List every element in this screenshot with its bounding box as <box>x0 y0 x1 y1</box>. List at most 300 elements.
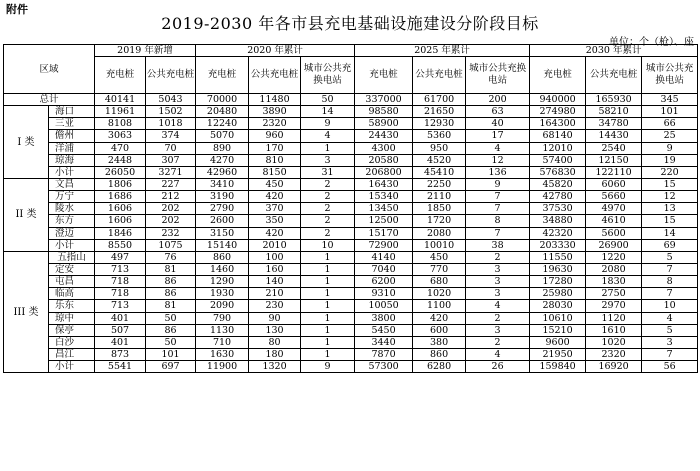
value-cell: 98580 <box>355 106 413 118</box>
value-cell: 7 <box>642 288 698 300</box>
region-name: 澄迈 <box>49 227 95 239</box>
region-name: 白沙 <box>49 336 95 348</box>
value-cell: 38 <box>466 239 530 251</box>
table-row <box>4 300 698 312</box>
value-cell: 45410 <box>413 166 466 178</box>
region-name: 琼海 <box>49 154 95 166</box>
table-row <box>4 361 698 373</box>
header-group-2030: 2030 年累计 <box>530 45 698 57</box>
column-header: 充电桩 <box>530 57 586 94</box>
value-cell: 1846 <box>95 227 146 239</box>
table-row <box>4 130 698 142</box>
value-cell: 42780 <box>530 191 586 203</box>
value-cell: 940000 <box>530 94 586 106</box>
value-cell: 7870 <box>355 348 413 360</box>
value-cell: 576830 <box>530 166 586 178</box>
value-cell: 101 <box>146 348 196 360</box>
value-cell: 1686 <box>95 191 146 203</box>
value-cell: 12500 <box>355 215 413 227</box>
value-cell: 1130 <box>196 324 249 336</box>
table-row <box>4 276 698 288</box>
value-cell: 90 <box>249 312 301 324</box>
table-row <box>4 251 698 263</box>
region-name: 三亚 <box>49 118 95 130</box>
value-cell: 450 <box>249 178 301 190</box>
value-cell: 3190 <box>196 191 249 203</box>
value-cell: 11900 <box>196 361 249 373</box>
value-cell: 1 <box>301 300 355 312</box>
value-cell: 3063 <box>95 130 146 142</box>
value-cell: 140 <box>249 276 301 288</box>
value-cell: 11480 <box>249 94 301 106</box>
value-cell: 86 <box>146 288 196 300</box>
value-cell: 2320 <box>249 118 301 130</box>
value-cell: 26 <box>466 361 530 373</box>
value-cell: 31 <box>301 166 355 178</box>
value-cell: 12930 <box>413 118 466 130</box>
value-cell: 1606 <box>95 203 146 215</box>
value-cell: 202 <box>146 203 196 215</box>
value-cell: 1 <box>301 288 355 300</box>
region-name: 临高 <box>49 288 95 300</box>
value-cell: 2750 <box>586 288 642 300</box>
value-cell: 1 <box>301 324 355 336</box>
value-cell: 57400 <box>530 154 586 166</box>
value-cell: 3 <box>642 336 698 348</box>
value-cell: 1 <box>301 312 355 324</box>
value-cell: 401 <box>95 312 146 324</box>
value-cell: 8108 <box>95 118 146 130</box>
value-cell: 15340 <box>355 191 413 203</box>
value-cell: 1 <box>301 251 355 263</box>
region-name: 定安 <box>49 263 95 275</box>
value-cell: 1930 <box>196 288 249 300</box>
value-cell: 4520 <box>413 154 466 166</box>
value-cell: 7040 <box>355 263 413 275</box>
unit-label: 单位：个（枪）、座 <box>609 37 694 48</box>
table-row <box>4 118 698 130</box>
value-cell: 4 <box>642 312 698 324</box>
region-name: 文昌 <box>49 178 95 190</box>
value-cell: 307 <box>146 154 196 166</box>
value-cell: 710 <box>196 336 249 348</box>
value-cell: 8 <box>642 276 698 288</box>
value-cell: 3 <box>466 288 530 300</box>
value-cell: 1 <box>301 336 355 348</box>
value-cell: 34880 <box>530 215 586 227</box>
value-cell: 2790 <box>196 203 249 215</box>
value-cell: 26900 <box>586 239 642 251</box>
value-cell: 2090 <box>196 300 249 312</box>
value-cell: 873 <box>95 348 146 360</box>
value-cell: 212 <box>146 191 196 203</box>
value-cell: 25 <box>642 130 698 142</box>
targets-table <box>3 44 698 373</box>
value-cell: 16920 <box>586 361 642 373</box>
value-cell: 810 <box>249 154 301 166</box>
value-cell: 9 <box>301 361 355 373</box>
value-cell: 14 <box>301 106 355 118</box>
table-row <box>4 166 698 178</box>
value-cell: 50 <box>301 94 355 106</box>
value-cell: 56 <box>642 361 698 373</box>
value-cell: 1630 <box>196 348 249 360</box>
value-cell: 4 <box>301 130 355 142</box>
value-cell: 2 <box>301 203 355 215</box>
value-cell: 232 <box>146 227 196 239</box>
value-cell: 16430 <box>355 178 413 190</box>
value-cell: 9 <box>642 142 698 154</box>
value-cell: 2 <box>301 191 355 203</box>
table-row <box>4 239 698 251</box>
value-cell: 130 <box>249 324 301 336</box>
value-cell: 86 <box>146 276 196 288</box>
value-cell: 274980 <box>530 106 586 118</box>
value-cell: 7 <box>466 203 530 215</box>
region-name: 乐东 <box>49 300 95 312</box>
value-cell: 10610 <box>530 312 586 324</box>
value-cell: 21950 <box>530 348 586 360</box>
value-cell: 5450 <box>355 324 413 336</box>
value-cell: 2010 <box>249 239 301 251</box>
value-cell: 11550 <box>530 251 586 263</box>
value-cell: 7 <box>642 348 698 360</box>
value-cell: 3800 <box>355 312 413 324</box>
value-cell: 1610 <box>586 324 642 336</box>
value-cell: 420 <box>249 227 301 239</box>
value-cell: 1 <box>301 276 355 288</box>
value-cell: 136 <box>466 166 530 178</box>
value-cell: 2970 <box>586 300 642 312</box>
value-cell: 680 <box>413 276 466 288</box>
value-cell: 19630 <box>530 263 586 275</box>
value-cell: 1320 <box>249 361 301 373</box>
value-cell: 5043 <box>146 94 196 106</box>
table-row <box>4 178 698 190</box>
table-row <box>4 336 698 348</box>
value-cell: 122110 <box>586 166 642 178</box>
value-cell: 2080 <box>586 263 642 275</box>
value-cell: 25980 <box>530 288 586 300</box>
value-cell: 9 <box>301 118 355 130</box>
region-name: 海口 <box>49 106 95 118</box>
column-header: 城市公共充换电站 <box>301 57 355 94</box>
value-cell: 380 <box>413 336 466 348</box>
value-cell: 718 <box>95 288 146 300</box>
value-cell: 206800 <box>355 166 413 178</box>
table-row <box>4 215 698 227</box>
value-cell: 61700 <box>413 94 466 106</box>
value-cell: 718 <box>95 276 146 288</box>
value-cell: 81 <box>146 263 196 275</box>
region-name: 洋浦 <box>49 142 95 154</box>
value-cell: 220 <box>642 166 698 178</box>
value-cell: 345 <box>642 94 698 106</box>
value-cell: 890 <box>196 142 249 154</box>
region-name: 东方 <box>49 215 95 227</box>
column-header: 城市公共充换电站 <box>642 57 698 94</box>
value-cell: 9600 <box>530 336 586 348</box>
page-title: 2019-2030 年各市县充电基础设施建设分阶段目标 <box>161 14 539 33</box>
value-cell: 14 <box>642 227 698 239</box>
value-cell: 15140 <box>196 239 249 251</box>
value-cell: 15170 <box>355 227 413 239</box>
value-cell: 68140 <box>530 130 586 142</box>
value-cell: 401 <box>95 336 146 348</box>
category-label: I 类 <box>4 106 49 179</box>
value-cell: 2110 <box>413 191 466 203</box>
value-cell: 2250 <box>413 178 466 190</box>
value-cell: 12150 <box>586 154 642 166</box>
value-cell: 81 <box>146 300 196 312</box>
value-cell: 2080 <box>413 227 466 239</box>
value-cell: 42320 <box>530 227 586 239</box>
value-cell: 40141 <box>95 94 146 106</box>
column-header: 公共充电桩 <box>413 57 466 94</box>
value-cell: 370 <box>249 203 301 215</box>
header-group-2020: 2020 年累计 <box>196 45 355 57</box>
value-cell: 960 <box>249 130 301 142</box>
table-row <box>4 203 698 215</box>
value-cell: 5070 <box>196 130 249 142</box>
value-cell: 13450 <box>355 203 413 215</box>
header-group-2025: 2025 年累计 <box>355 45 530 57</box>
value-cell: 2540 <box>586 142 642 154</box>
value-cell: 450 <box>413 251 466 263</box>
value-cell: 7 <box>466 227 530 239</box>
value-cell: 24430 <box>355 130 413 142</box>
value-cell: 600 <box>413 324 466 336</box>
value-cell: 337000 <box>355 94 413 106</box>
value-cell: 3 <box>466 276 530 288</box>
value-cell: 374 <box>146 130 196 142</box>
value-cell: 2 <box>301 227 355 239</box>
value-cell: 10010 <box>413 239 466 251</box>
column-header-row <box>4 57 698 94</box>
value-cell: 3410 <box>196 178 249 190</box>
value-cell: 69 <box>642 239 698 251</box>
column-header: 公共充电桩 <box>146 57 196 94</box>
value-cell: 6280 <box>413 361 466 373</box>
region-name: 儋州 <box>49 130 95 142</box>
value-cell: 770 <box>413 263 466 275</box>
value-cell: 2448 <box>95 154 146 166</box>
value-cell: 2 <box>301 215 355 227</box>
value-cell: 10 <box>301 239 355 251</box>
region-name: 五指山 <box>49 251 95 263</box>
value-cell: 12 <box>642 191 698 203</box>
value-cell: 1100 <box>413 300 466 312</box>
value-cell: 1020 <box>586 336 642 348</box>
value-cell: 58900 <box>355 118 413 130</box>
value-cell: 21650 <box>413 106 466 118</box>
value-cell: 5541 <box>95 361 146 373</box>
value-cell: 57300 <box>355 361 413 373</box>
value-cell: 15 <box>642 178 698 190</box>
table-row <box>4 288 698 300</box>
value-cell: 210 <box>249 288 301 300</box>
value-cell: 697 <box>146 361 196 373</box>
value-cell: 1290 <box>196 276 249 288</box>
value-cell: 170 <box>249 142 301 154</box>
value-cell: 1120 <box>586 312 642 324</box>
value-cell: 19 <box>642 154 698 166</box>
value-cell: 2 <box>301 178 355 190</box>
region-name: 陵水 <box>49 203 95 215</box>
value-cell: 63 <box>466 106 530 118</box>
value-cell: 4300 <box>355 142 413 154</box>
value-cell: 76 <box>146 251 196 263</box>
table-row-total <box>4 94 698 106</box>
value-cell: 4 <box>466 348 530 360</box>
value-cell: 17280 <box>530 276 586 288</box>
column-header: 充电桩 <box>355 57 413 94</box>
value-cell: 2 <box>466 251 530 263</box>
column-header: 城市公共充换电站 <box>466 57 530 94</box>
table-row <box>4 263 698 275</box>
table-row <box>4 142 698 154</box>
value-cell: 713 <box>95 300 146 312</box>
value-cell: 3 <box>466 324 530 336</box>
value-cell: 860 <box>413 348 466 360</box>
value-cell: 5360 <box>413 130 466 142</box>
value-cell: 4140 <box>355 251 413 263</box>
category-label: III 类 <box>4 251 49 372</box>
category-label: II 类 <box>4 178 49 251</box>
table-row <box>4 348 698 360</box>
value-cell: 58210 <box>586 106 642 118</box>
value-cell: 180 <box>249 348 301 360</box>
table-row <box>4 312 698 324</box>
region-name: 琼中 <box>49 312 95 324</box>
region-name: 保亭 <box>49 324 95 336</box>
value-cell: 42960 <box>196 166 249 178</box>
value-cell: 1020 <box>413 288 466 300</box>
value-cell: 3890 <box>249 106 301 118</box>
region-name: 小计 <box>49 239 95 251</box>
value-cell: 350 <box>249 215 301 227</box>
value-cell: 203330 <box>530 239 586 251</box>
value-cell: 14430 <box>586 130 642 142</box>
value-cell: 6200 <box>355 276 413 288</box>
value-cell: 230 <box>249 300 301 312</box>
value-cell: 4610 <box>586 215 642 227</box>
value-cell: 50 <box>146 336 196 348</box>
value-cell: 50 <box>146 312 196 324</box>
value-cell: 2 <box>466 312 530 324</box>
header-group-2019: 2019 年新增 <box>95 45 196 57</box>
value-cell: 159840 <box>530 361 586 373</box>
value-cell: 420 <box>249 191 301 203</box>
value-cell: 2320 <box>586 348 642 360</box>
total-label: 总计 <box>4 94 95 106</box>
value-cell: 1606 <box>95 215 146 227</box>
table-row <box>4 106 698 118</box>
value-cell: 1 <box>301 348 355 360</box>
value-cell: 101 <box>642 106 698 118</box>
value-cell: 202 <box>146 215 196 227</box>
value-cell: 4270 <box>196 154 249 166</box>
header-region: 区域 <box>4 45 95 94</box>
value-cell: 227 <box>146 178 196 190</box>
value-cell: 2 <box>466 336 530 348</box>
table-row <box>4 324 698 336</box>
value-cell: 8 <box>466 215 530 227</box>
value-cell: 15210 <box>530 324 586 336</box>
value-cell: 12010 <box>530 142 586 154</box>
value-cell: 70000 <box>196 94 249 106</box>
value-cell: 45820 <box>530 178 586 190</box>
region-name: 万宁 <box>49 191 95 203</box>
value-cell: 20480 <box>196 106 249 118</box>
value-cell: 3 <box>301 154 355 166</box>
value-cell: 3271 <box>146 166 196 178</box>
value-cell: 1460 <box>196 263 249 275</box>
value-cell: 860 <box>196 251 249 263</box>
value-cell: 8150 <box>249 166 301 178</box>
value-cell: 507 <box>95 324 146 336</box>
value-cell: 160 <box>249 263 301 275</box>
value-cell: 12240 <box>196 118 249 130</box>
region-name: 小计 <box>49 166 95 178</box>
value-cell: 420 <box>413 312 466 324</box>
value-cell: 790 <box>196 312 249 324</box>
value-cell: 9310 <box>355 288 413 300</box>
region-name: 昌江 <box>49 348 95 360</box>
value-cell: 9 <box>466 178 530 190</box>
value-cell: 3 <box>466 263 530 275</box>
value-cell: 4 <box>466 300 530 312</box>
value-cell: 950 <box>413 142 466 154</box>
value-cell: 1830 <box>586 276 642 288</box>
value-cell: 1720 <box>413 215 466 227</box>
value-cell: 34780 <box>586 118 642 130</box>
value-cell: 1018 <box>146 118 196 130</box>
value-cell: 80 <box>249 336 301 348</box>
column-header: 充电桩 <box>196 57 249 94</box>
value-cell: 5660 <box>586 191 642 203</box>
value-cell: 7 <box>642 263 698 275</box>
value-cell: 2600 <box>196 215 249 227</box>
value-cell: 12 <box>466 154 530 166</box>
value-cell: 6060 <box>586 178 642 190</box>
table-row <box>4 154 698 166</box>
region-name: 屯昌 <box>49 276 95 288</box>
column-header: 充电桩 <box>95 57 146 94</box>
value-cell: 470 <box>95 142 146 154</box>
value-cell: 3440 <box>355 336 413 348</box>
value-cell: 1806 <box>95 178 146 190</box>
value-cell: 8550 <box>95 239 146 251</box>
value-cell: 1220 <box>586 251 642 263</box>
value-cell: 66 <box>642 118 698 130</box>
value-cell: 5 <box>642 251 698 263</box>
value-cell: 40 <box>466 118 530 130</box>
value-cell: 15 <box>642 215 698 227</box>
value-cell: 11961 <box>95 106 146 118</box>
value-cell: 5600 <box>586 227 642 239</box>
value-cell: 4 <box>466 142 530 154</box>
value-cell: 13 <box>642 203 698 215</box>
value-cell: 1 <box>301 142 355 154</box>
value-cell: 4970 <box>586 203 642 215</box>
value-cell: 713 <box>95 263 146 275</box>
column-header: 公共充电桩 <box>586 57 642 94</box>
table-row <box>4 227 698 239</box>
value-cell: 10050 <box>355 300 413 312</box>
value-cell: 72900 <box>355 239 413 251</box>
value-cell: 1850 <box>413 203 466 215</box>
